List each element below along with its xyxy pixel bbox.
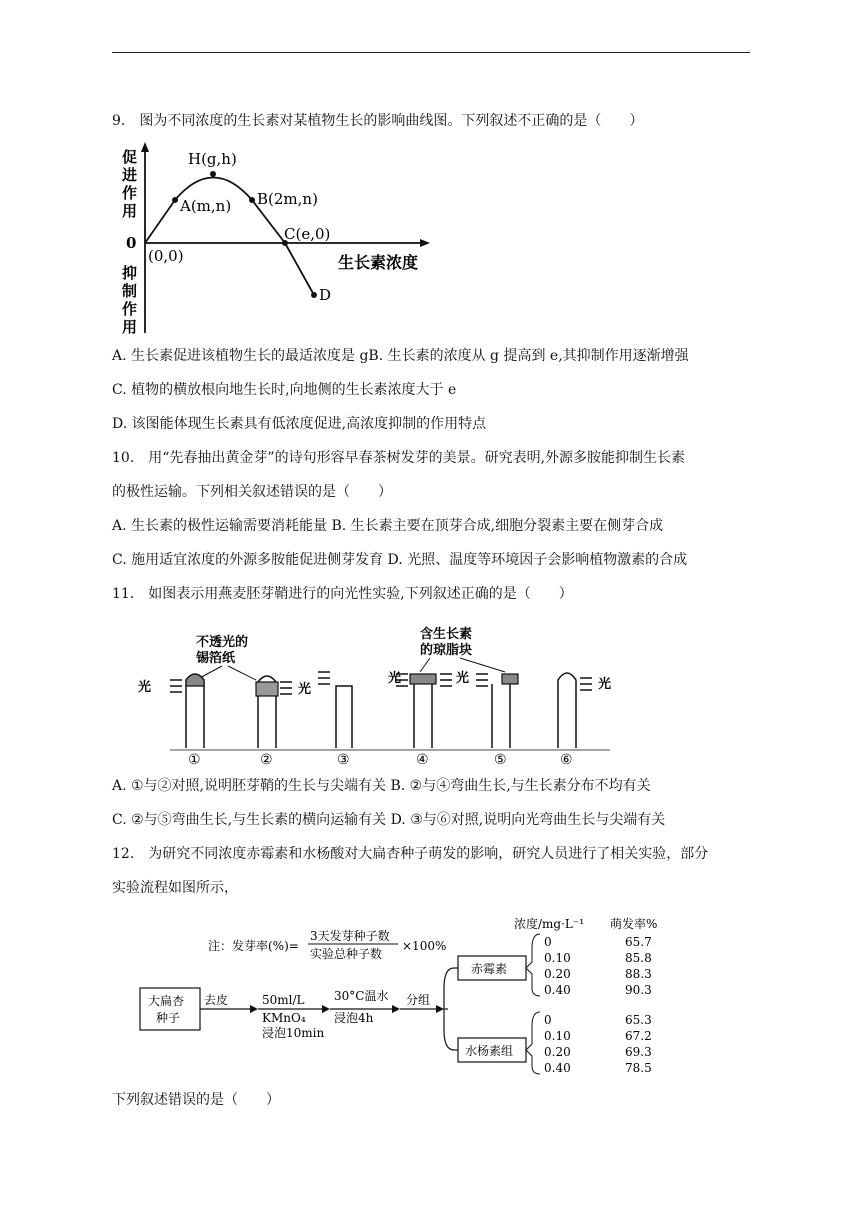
y-down-label (122, 264, 137, 336)
light-label: 光 (598, 677, 612, 692)
point-A (172, 197, 178, 203)
q9-stem: 9. 图为不同浓度的生长素对某植物生长的影响曲线图。下列叙述不正确的是（ ） (112, 113, 644, 129)
agar-pointer-2 (460, 658, 505, 672)
q12-stem-line1: 12. 为研究不同浓度赤霉素和水杨酸对大扁杏种子萌发的影响，研究人员进行了相关实验，部分 (112, 846, 709, 862)
x-axis-label: 生长素浓度 (338, 253, 419, 272)
step-water-bot: 浸泡4h (334, 1011, 374, 1025)
coleoptile-6 (558, 673, 611, 748)
table-cell: 65.3 (625, 1013, 652, 1027)
q12-question: 下列叙述错误的是（ ） (112, 1092, 280, 1108)
seed-line2: 种子 (156, 1011, 181, 1025)
step-peel: 去皮 (204, 993, 229, 1007)
y-up-char: 进 (122, 166, 138, 184)
num-2: ② (260, 752, 273, 765)
table-cell: 67.2 (625, 1029, 652, 1043)
header-rule (112, 52, 750, 53)
q10-option-ab: A. 生长素的极性运输需要消耗能量 B. 生长素主要在顶芽合成,细胞分裂素主要在侧芽合成 (112, 518, 664, 534)
table-cell: 69.3 (625, 1045, 652, 1059)
light-label: 光 (138, 680, 152, 695)
step-group: 分组 (406, 993, 431, 1007)
col-concentration: 浓度/mg·L⁻¹ (514, 917, 585, 931)
label-D: D (319, 286, 332, 304)
q10-stem-line2: 的极性运输。下列相关叙述错误的是（ ） (112, 484, 392, 500)
group-salicylic-label: 水杨素组 (465, 1044, 514, 1058)
num-4: ④ (416, 752, 429, 765)
col-rate: 萌发率% (610, 917, 658, 931)
step-kmno4-bot: 浸泡10min (262, 1026, 325, 1040)
point-H (210, 171, 216, 177)
table-cell: 0.20 (544, 1045, 571, 1059)
coleoptile-4 (388, 670, 469, 748)
q9-option-ab: A. 生长素促进该植物生长的最适浓度是 gB. 生长素的浓度从 g 提高到 e,其抑制作用逐渐增强 (112, 348, 689, 364)
note-numerator: 3天发芽种子数 (310, 929, 390, 943)
table-cell: 0 (544, 1013, 552, 1027)
point-D (311, 292, 317, 298)
table-salicylic (544, 1013, 652, 1075)
y-up-char: 用 (122, 202, 138, 220)
q10-stem-line1: 10. 用“先春抽出黄金芽”的诗句形容早春茶树发芽的美景。研究表明,外源多胺能抑制生长素 (112, 450, 686, 466)
num-5: ⑤ (494, 752, 507, 765)
step-kmno4-mid: KMnO₄ (262, 1011, 306, 1025)
table-cell: 0.40 (544, 1061, 571, 1075)
arrow-3-head (392, 1005, 400, 1013)
q11-figure (130, 620, 630, 765)
light-label: 光 (298, 682, 312, 697)
foil-label-line2: 锡箔纸 (196, 651, 236, 666)
agar-pointer-1 (420, 658, 430, 672)
y-up-char: 作 (122, 184, 138, 202)
q12-figure (130, 908, 690, 1078)
y-up-char: 促 (122, 148, 138, 166)
q9-option-c: C. 植物的横放根向地生长时,向地侧的生长素浓度大于 e (112, 382, 457, 398)
foil-label-line1: 不透光的 (196, 635, 249, 650)
agar-label-line1: 含生长素 (420, 627, 473, 642)
num-3: ③ (337, 752, 350, 765)
seed-line1: 大扁杏 (148, 994, 185, 1008)
agar-label-line2: 的琼脂块 (420, 643, 473, 658)
table-cell: 0.10 (544, 1029, 571, 1043)
q11-option-ab: A. ①与②对照,说明胚芽鞘的生长与尖端有关 B. ②与④弯曲生长,与生长素分布不均有关 (112, 778, 651, 794)
y-up-label (121, 148, 137, 220)
table-cell: 90.3 (625, 983, 652, 997)
note-suffix: ×100% (402, 939, 447, 953)
coleoptile-1 (138, 674, 204, 748)
zero-label: 0 (126, 234, 137, 252)
point-B (249, 197, 255, 203)
y-down-char: 用 (122, 318, 138, 336)
light-label: 光 (388, 671, 402, 686)
label-origin: (0,0) (148, 247, 184, 265)
num-6: ⑥ (560, 752, 573, 765)
brace-salicylic (526, 1012, 540, 1074)
arrow-1-head (250, 1005, 258, 1013)
light-label: 光 (456, 671, 470, 686)
label-A: A(m,n) (180, 197, 232, 215)
arrow-4-head (436, 1005, 444, 1013)
table-cell: 78.5 (625, 1061, 652, 1075)
table-cell: 0 (544, 935, 552, 949)
coleoptile-5 (476, 674, 518, 748)
group-gibberellin-label: 赤霉素 (471, 962, 508, 976)
q11-option-cd: C. ②与⑤弯曲生长,与生长素的横向运输有关 D. ③与⑥对照,说明向光弯曲生长与尖端有关 (112, 812, 666, 828)
table-gibberellin (544, 935, 652, 997)
label-H: H(g,h) (188, 150, 237, 168)
y-down-char: 作 (122, 300, 138, 318)
y-down-char: 抑 (122, 264, 138, 282)
y-down-char: 制 (122, 282, 138, 300)
label-B: B(2m,n) (257, 190, 318, 208)
label-C: C(e,0) (284, 225, 331, 243)
table-cell: 88.3 (625, 967, 652, 981)
brace-gibberellin (526, 934, 540, 996)
q12-stem-line2: 实验流程如图所示， (112, 880, 238, 896)
foil-pointer-2 (228, 666, 256, 680)
arrow-2-head (322, 1005, 330, 1013)
table-cell: 0.20 (544, 967, 571, 981)
table-cell: 0.40 (544, 983, 571, 997)
note-prefix: 注：发芽率(%)= (208, 939, 299, 953)
q9-option-d: D. 该图能体现生长素具有低浓度促进,高浓度抑制的作用特点 (112, 416, 487, 432)
table-cell: 85.8 (625, 951, 652, 965)
step-kmno4-top: 50ml/L (262, 993, 305, 1007)
table-cell: 65.7 (625, 935, 652, 949)
q10-option-cd: C. 施用适宜浓度的外源多胺能促进侧芽发育 D. 光照、温度等环境因子会影响植物激素的合成 (112, 552, 688, 568)
coleoptile-2 (256, 676, 311, 748)
step-water-top: 30°C温水 (334, 989, 389, 1003)
note-denominator: 实验总种子数 (310, 947, 383, 961)
coleoptile-3 (318, 672, 352, 748)
num-1: ① (188, 752, 201, 765)
q11-stem: 11. 如图表示用燕麦胚芽鞘进行的向光性实验,下列叙述正确的是（ ） (112, 586, 573, 602)
table-cell: 0.10 (544, 951, 571, 965)
q9-figure (112, 140, 442, 340)
